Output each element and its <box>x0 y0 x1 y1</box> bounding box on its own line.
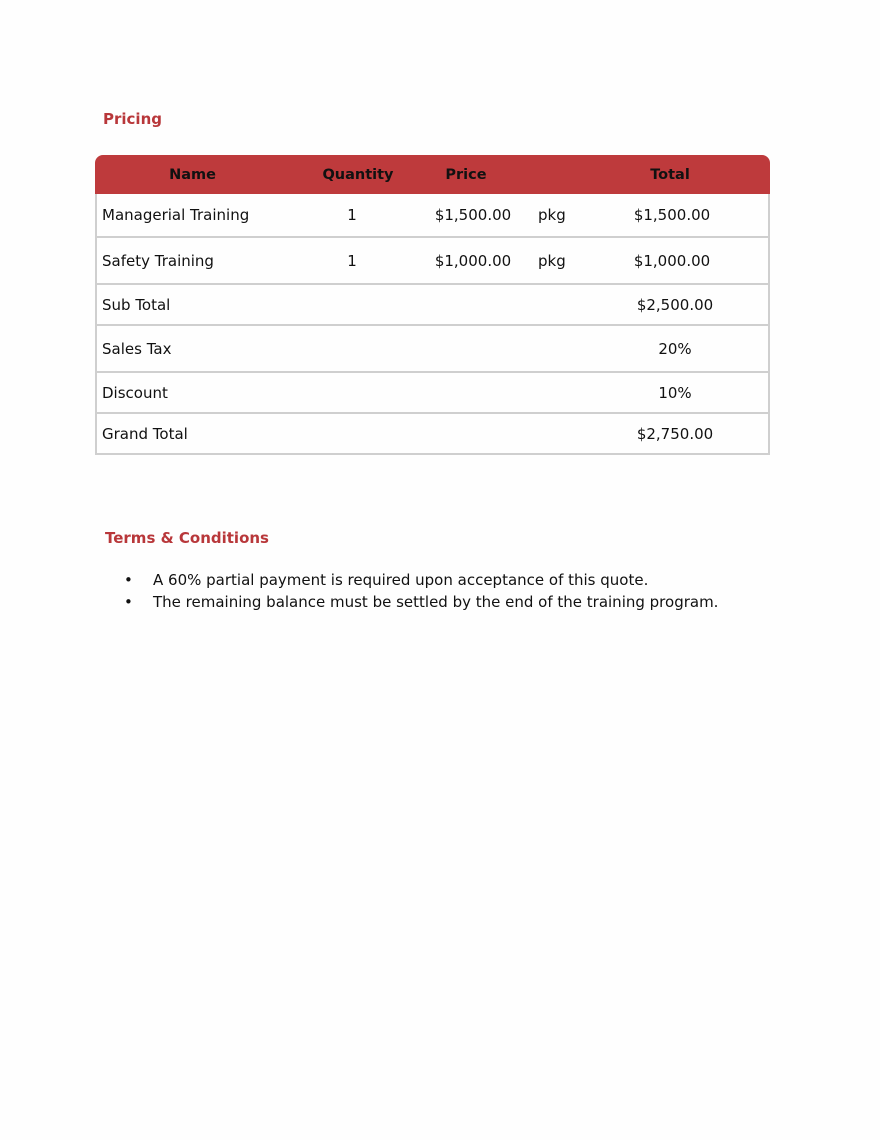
item-price: $1,500.00 <box>434 206 512 224</box>
terms-heading: Terms & Conditions <box>105 529 269 547</box>
item-name: Safety Training <box>102 251 214 270</box>
pricing-heading: Pricing <box>103 110 162 128</box>
summary-value: $2,750.00 <box>636 424 714 443</box>
table-header <box>95 155 770 194</box>
terms-item-text: A 60% partial payment is required upon acceptance of this quote. <box>153 571 649 589</box>
table-row-grand-total <box>97 412 768 453</box>
summary-label: Sales Tax <box>102 339 172 358</box>
table-row-subtotal <box>97 283 768 324</box>
summary-value: 20% <box>658 339 692 358</box>
table-row-sales-tax <box>97 324 768 371</box>
terms-item-text: The remaining balance must be settled by the end of the training program. <box>153 593 719 611</box>
table-row-item <box>97 194 768 236</box>
bullet-icon: • <box>124 593 133 611</box>
item-total: $1,000.00 <box>633 251 711 270</box>
column-header-name: Name <box>169 167 216 183</box>
terms-list <box>124 569 718 613</box>
terms-item <box>124 569 718 591</box>
item-price: $1,000.00 <box>434 251 512 270</box>
pricing-table <box>95 155 770 455</box>
terms-item <box>124 591 718 613</box>
column-header-price: Price <box>445 167 487 183</box>
table-body <box>95 194 770 455</box>
summary-value: $2,500.00 <box>636 295 714 314</box>
item-unit: pkg <box>538 251 566 270</box>
item-quantity: 1 <box>347 251 357 270</box>
item-unit: pkg <box>538 206 566 224</box>
table-row-item <box>97 236 768 283</box>
summary-label: Sub Total <box>102 295 171 314</box>
bullet-icon: • <box>124 571 133 589</box>
column-header-total: Total <box>650 167 690 183</box>
item-quantity: 1 <box>347 206 357 224</box>
table-row-discount <box>97 371 768 412</box>
summary-label: Discount <box>102 383 168 402</box>
summary-value: 10% <box>658 383 692 402</box>
item-total: $1,500.00 <box>633 206 711 224</box>
column-header-quantity: Quantity <box>322 167 394 183</box>
summary-label: Grand Total <box>102 424 188 443</box>
item-name: Managerial Training <box>102 206 250 224</box>
